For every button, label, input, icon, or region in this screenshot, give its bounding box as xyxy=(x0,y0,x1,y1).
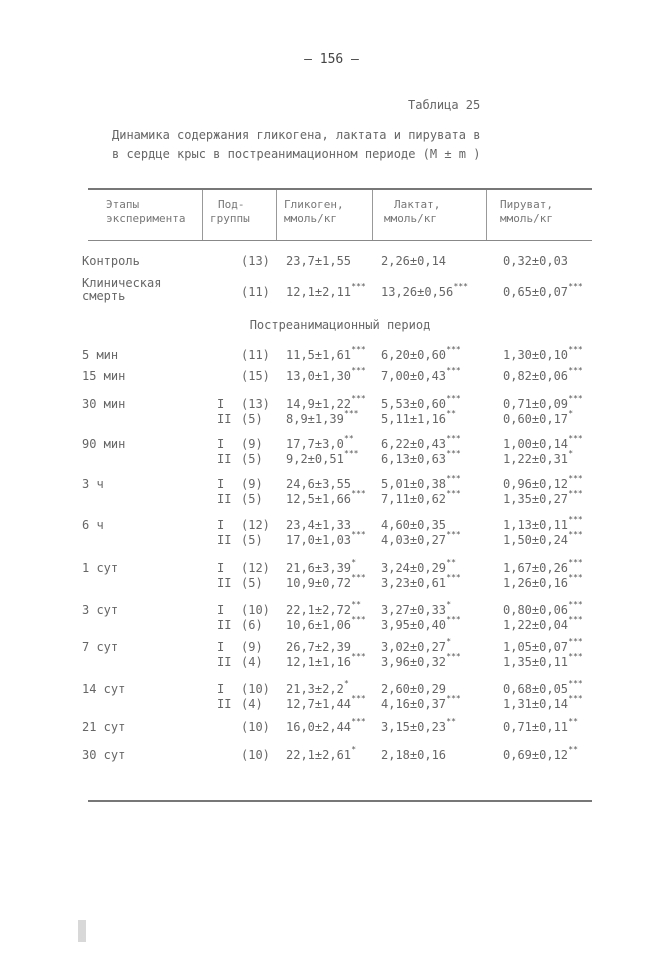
header-line: эксперимента xyxy=(106,212,186,225)
cell-pyruvate: 0,32±0,03 xyxy=(503,254,569,268)
table-top-rule xyxy=(88,188,592,190)
row-sample-size: (11) xyxy=(241,348,270,362)
row-sample-size: (5) xyxy=(241,452,263,466)
significance-mark: * xyxy=(351,745,357,754)
row-stage-label: Контроль xyxy=(82,254,140,268)
cell-glycogen: 21,3±2,2 xyxy=(286,682,344,696)
header-pyruvate xyxy=(500,198,553,226)
significance-mark: ** xyxy=(446,558,456,567)
row-sample-size: (13) xyxy=(241,397,270,411)
cell-pyruvate: 0,60±0,17 xyxy=(503,412,569,426)
significance-mark: *** xyxy=(351,717,366,726)
cell-glycogen: 17,0±1,03 xyxy=(286,533,352,547)
row-sample-size: (10) xyxy=(241,603,270,617)
row-subgroup: II xyxy=(217,618,232,632)
column-divider xyxy=(486,190,487,240)
row-sample-size: (4) xyxy=(241,697,263,711)
significance-mark: ** xyxy=(568,745,578,754)
row-sample-size: (9) xyxy=(241,640,263,654)
significance-mark: *** xyxy=(351,366,366,375)
significance-mark: *** xyxy=(568,474,583,483)
cell-glycogen: 14,9±1,22 xyxy=(286,397,352,411)
header-subgroup xyxy=(210,198,250,226)
significance-mark: ** xyxy=(446,409,456,418)
significance-mark: *** xyxy=(446,530,461,539)
cell-pyruvate: 0,65±0,07 xyxy=(503,285,569,299)
row-subgroup: I xyxy=(217,603,225,617)
header-line: Гликоген, xyxy=(284,198,344,211)
significance-mark: *** xyxy=(446,474,461,483)
row-subgroup: II xyxy=(217,697,232,711)
caption-line: в сердце крыс в постреанимационном периоде (M ± m ) xyxy=(112,147,481,161)
significance-mark: ** xyxy=(344,434,354,443)
significance-mark: *** xyxy=(351,573,366,582)
cell-pyruvate: 1,13±0,11 xyxy=(503,518,569,532)
significance-mark: *** xyxy=(344,449,359,458)
significance-mark: *** xyxy=(351,345,366,354)
significance-mark: *** xyxy=(568,515,583,524)
cell-glycogen: 10,6±1,06 xyxy=(286,618,352,632)
row-subgroup: I xyxy=(217,518,225,532)
cell-glycogen: 13,0±1,30 xyxy=(286,369,352,383)
significance-mark: *** xyxy=(446,434,461,443)
cell-lactate: 2,60±0,29 xyxy=(381,682,447,696)
row-stage-label: 15 мин xyxy=(82,369,126,383)
row-sample-size: (13) xyxy=(241,254,270,268)
row-sample-size: (12) xyxy=(241,561,270,575)
header-line: группы xyxy=(210,212,250,225)
cell-lactate: 3,24±0,29 xyxy=(381,561,447,575)
cell-pyruvate: 1,22±0,04 xyxy=(503,618,569,632)
significance-mark: *** xyxy=(351,530,366,539)
row-stage-label: 21 сут xyxy=(82,720,126,734)
row-stage-label: Клиническая xyxy=(82,276,162,290)
row-stage-label: 90 мин xyxy=(82,437,126,451)
row-sample-size: (10) xyxy=(241,720,270,734)
section-title: Постреанимационный период xyxy=(249,318,431,332)
row-subgroup: I xyxy=(217,477,225,491)
cell-pyruvate: 1,05±0,07 xyxy=(503,640,569,654)
cell-glycogen: 22,1±2,72 xyxy=(286,603,352,617)
significance-mark: *** xyxy=(568,394,583,403)
cell-glycogen: 11,5±1,61 xyxy=(286,348,352,362)
row-sample-size: (6) xyxy=(241,618,263,632)
cell-pyruvate: 0,82±0,06 xyxy=(503,369,569,383)
significance-mark: *** xyxy=(568,637,583,646)
cell-glycogen: 12,1±2,11 xyxy=(286,285,352,299)
cell-glycogen: 23,7±1,55 xyxy=(286,254,352,268)
cell-pyruvate: 0,96±0,12 xyxy=(503,477,569,491)
cell-lactate: 6,22±0,43 xyxy=(381,437,447,451)
significance-mark: * xyxy=(446,600,452,609)
cell-pyruvate: 1,22±0,31 xyxy=(503,452,569,466)
row-subgroup: II xyxy=(217,655,232,669)
row-subgroup: II xyxy=(217,533,232,547)
cell-pyruvate: 1,35±0,27 xyxy=(503,492,569,506)
significance-mark: ** xyxy=(351,600,361,609)
cell-pyruvate: 1,50±0,24 xyxy=(503,533,569,547)
cell-lactate: 3,02±0,27 xyxy=(381,640,447,654)
significance-mark: *** xyxy=(351,652,366,661)
cell-glycogen: 12,7±1,44 xyxy=(286,697,352,711)
cell-glycogen: 24,6±3,55 xyxy=(286,477,352,491)
significance-mark: *** xyxy=(446,366,461,375)
cell-lactate: 3,27±0,33 xyxy=(381,603,447,617)
significance-mark: *** xyxy=(344,409,359,418)
cell-pyruvate: 1,00±0,14 xyxy=(503,437,569,451)
cell-lactate: 2,18±0,16 xyxy=(381,748,447,762)
significance-mark: *** xyxy=(568,600,583,609)
significance-mark: *** xyxy=(446,652,461,661)
cell-lactate: 2,26±0,14 xyxy=(381,254,447,268)
page-number: – 156 – xyxy=(304,52,359,67)
cell-glycogen: 23,4±1,33 xyxy=(286,518,352,532)
header-line: Этапы xyxy=(106,198,140,211)
row-stage-label: 30 сут xyxy=(82,748,126,762)
significance-mark: *** xyxy=(446,394,461,403)
cell-pyruvate: 1,35±0,11 xyxy=(503,655,569,669)
significance-mark: *** xyxy=(568,652,583,661)
header-glycogen xyxy=(284,198,344,226)
table-caption xyxy=(112,126,480,164)
significance-mark: *** xyxy=(351,489,366,498)
significance-mark: *** xyxy=(568,530,583,539)
cell-glycogen: 26,7±2,39 xyxy=(286,640,352,654)
significance-mark: *** xyxy=(446,694,461,703)
significance-mark: *** xyxy=(568,615,583,624)
cell-lactate: 5,11±1,16 xyxy=(381,412,447,426)
cell-lactate: 3,95±0,40 xyxy=(381,618,447,632)
row-sample-size: (5) xyxy=(241,533,263,547)
row-subgroup: II xyxy=(217,492,232,506)
cell-pyruvate: 1,67±0,26 xyxy=(503,561,569,575)
significance-mark: *** xyxy=(446,615,461,624)
row-sample-size: (4) xyxy=(241,655,263,669)
cell-pyruvate: 0,69±0,12 xyxy=(503,748,569,762)
cell-lactate: 4,03±0,27 xyxy=(381,533,447,547)
significance-mark: * xyxy=(446,637,452,646)
row-sample-size: (11) xyxy=(241,285,270,299)
cell-glycogen: 12,5±1,66 xyxy=(286,492,352,506)
row-stage-label: 3 ч xyxy=(82,477,104,491)
row-subgroup: II xyxy=(217,412,232,426)
row-sample-size: (5) xyxy=(241,576,263,590)
table-label: Таблица 25 xyxy=(408,98,481,112)
cell-pyruvate: 0,80±0,06 xyxy=(503,603,569,617)
row-sample-size: (9) xyxy=(241,437,263,451)
row-stage-label: 1 сут xyxy=(82,561,119,575)
row-stage-label: смерть xyxy=(82,289,126,303)
row-subgroup: II xyxy=(217,452,232,466)
header-line: Под- xyxy=(218,198,245,211)
significance-mark: *** xyxy=(568,489,583,498)
cell-lactate: 5,01±0,38 xyxy=(381,477,447,491)
cell-pyruvate: 0,71±0,09 xyxy=(503,397,569,411)
significance-mark: *** xyxy=(568,573,583,582)
cell-glycogen: 17,7±3,0 xyxy=(286,437,344,451)
row-stage-label: 30 мин xyxy=(82,397,126,411)
cell-lactate: 6,13±0,63 xyxy=(381,452,447,466)
significance-mark: *** xyxy=(568,345,583,354)
significance-mark: *** xyxy=(568,694,583,703)
column-divider xyxy=(372,190,373,240)
significance-mark: *** xyxy=(351,394,366,403)
significance-mark: *** xyxy=(453,282,468,291)
cell-pyruvate: 1,31±0,14 xyxy=(503,697,569,711)
cell-glycogen: 8,9±1,39 xyxy=(286,412,344,426)
significance-mark: *** xyxy=(568,558,583,567)
row-subgroup: I xyxy=(217,561,225,575)
cell-pyruvate: 0,68±0,05 xyxy=(503,682,569,696)
column-divider xyxy=(276,190,277,240)
cell-glycogen: 12,1±1,16 xyxy=(286,655,352,669)
row-subgroup: I xyxy=(217,437,225,451)
cell-lactate: 7,00±0,43 xyxy=(381,369,447,383)
header-lactate xyxy=(384,198,440,226)
row-stage-label: 14 сут xyxy=(82,682,126,696)
significance-mark: * xyxy=(351,558,357,567)
cell-pyruvate: 1,26±0,16 xyxy=(503,576,569,590)
cell-glycogen: 10,9±0,72 xyxy=(286,576,352,590)
significance-mark: *** xyxy=(446,345,461,354)
significance-mark: *** xyxy=(568,679,583,688)
row-subgroup: I xyxy=(217,397,225,411)
header-stage xyxy=(106,198,185,226)
significance-mark: *** xyxy=(446,489,461,498)
row-stage-label: 7 сут xyxy=(82,640,119,654)
significance-mark: ** xyxy=(568,717,578,726)
row-sample-size: (12) xyxy=(241,518,270,532)
row-sample-size: (10) xyxy=(241,682,270,696)
cell-glycogen: 21,6±3,39 xyxy=(286,561,352,575)
cell-glycogen: 16,0±2,44 xyxy=(286,720,352,734)
cell-lactate: 3,23±0,61 xyxy=(381,576,447,590)
row-subgroup: I xyxy=(217,682,225,696)
row-stage-label: 5 мин xyxy=(82,348,119,362)
caption-line: Динамика содержания гликогена, лактата и пирувата в xyxy=(112,128,481,142)
row-stage-label: 3 сут xyxy=(82,603,119,617)
cell-lactate: 4,60±0,35 xyxy=(381,518,447,532)
row-subgroup: II xyxy=(217,576,232,590)
cell-lactate: 4,16±0,37 xyxy=(381,697,447,711)
cell-pyruvate: 1,30±0,10 xyxy=(503,348,569,362)
row-sample-size: (10) xyxy=(241,748,270,762)
row-subgroup: I xyxy=(217,640,225,654)
header-line: Лактат, xyxy=(394,198,441,211)
row-sample-size: (9) xyxy=(241,477,263,491)
significance-mark: *** xyxy=(568,282,583,291)
cell-lactate: 3,15±0,23 xyxy=(381,720,447,734)
header-line: ммоль/кг xyxy=(284,212,337,225)
cell-lactate: 7,11±0,62 xyxy=(381,492,447,506)
significance-mark: *** xyxy=(351,615,366,624)
row-sample-size: (15) xyxy=(241,369,270,383)
cell-lactate: 3,96±0,32 xyxy=(381,655,447,669)
significance-mark: *** xyxy=(351,694,366,703)
cell-lactate: 13,26±0,56 xyxy=(381,285,454,299)
header-bottom-rule xyxy=(88,240,592,241)
cell-glycogen: 22,1±2,61 xyxy=(286,748,352,762)
header-line: ммоль/кг xyxy=(384,212,437,225)
significance-mark: *** xyxy=(446,449,461,458)
scan-mark xyxy=(78,920,86,942)
row-stage-label: 6 ч xyxy=(82,518,104,532)
cell-glycogen: 9,2±0,51 xyxy=(286,452,344,466)
cell-pyruvate: 0,71±0,11 xyxy=(503,720,569,734)
significance-mark: * xyxy=(344,679,349,688)
significance-mark: *** xyxy=(351,282,366,291)
significance-mark: * xyxy=(568,449,574,458)
significance-mark: *** xyxy=(568,434,583,443)
row-sample-size: (5) xyxy=(241,492,263,506)
row-sample-size: (5) xyxy=(241,412,263,426)
column-divider xyxy=(202,190,203,240)
header-line: ммоль/кг xyxy=(500,212,553,225)
cell-lactate: 6,20±0,60 xyxy=(381,348,447,362)
cell-lactate: 5,53±0,60 xyxy=(381,397,447,411)
significance-mark: ** xyxy=(446,717,456,726)
significance-mark: * xyxy=(568,409,574,418)
header-line: Пируват, xyxy=(500,198,553,211)
table-bottom-rule xyxy=(88,800,592,802)
significance-mark: *** xyxy=(446,573,461,582)
significance-mark: *** xyxy=(568,366,583,375)
